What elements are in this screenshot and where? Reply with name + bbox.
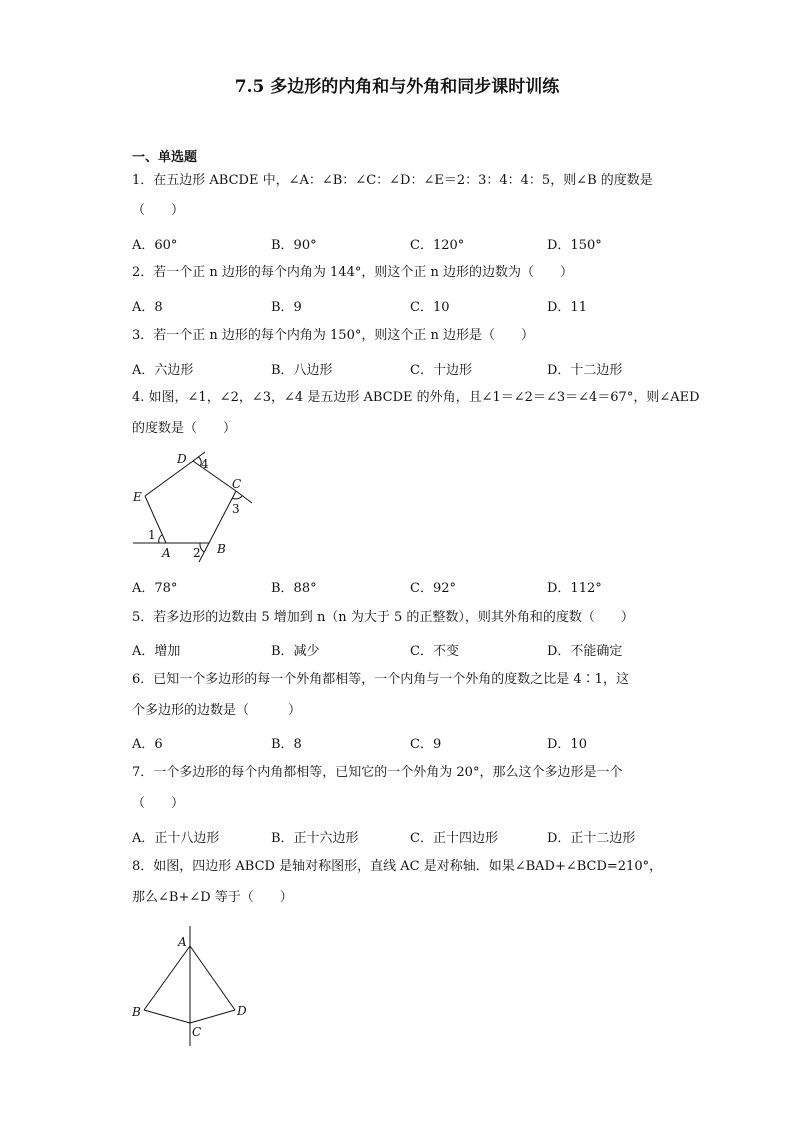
angle-label-3: 3 [232,502,240,516]
question-5-line-1: 5．若多边形的边数由 5 增加到 n（n 为大于 5 的正整数），则其外角和的度数（ ） [132,610,634,625]
question-7-option-c: C．正十四边形 [410,831,498,846]
kite-figure [128,918,260,1054]
question-6-line-2: 个多边形的边数是（ ） [132,703,302,718]
section-heading: 一、单选题 [132,150,198,165]
question-1-option-d: D．150° [547,238,602,253]
vertex-label-d: D [177,452,187,466]
kite-vertex-label-a: A [178,935,187,949]
question-2-option-b: B．9 [271,300,302,315]
question-7-option-a: A．正十八边形 [132,831,220,846]
question-3-option-a: A．六边形 [132,363,194,378]
question-1-option-b: B．90° [271,238,317,253]
pentagon-side-bc [209,491,236,543]
question-6-line-1: 6．已知一个多边形的每一个外角都相等，一个内角与一个外角的度数之比是 4∶1，这 [132,672,629,687]
pentagon-figure [128,446,258,566]
angle-label-1: 1 [148,528,156,542]
question-7-line-2: （ ） [132,796,185,811]
question-2-line-1: 2．若一个正 n 边形的每个内角为 144°，则这个正 n 边形的边数为（ ） [132,265,573,280]
vertex-label-c: C [232,477,242,491]
question-1-option-a: A．60° [132,238,178,253]
kite-vertex-label-c: C [192,1025,202,1039]
kite-vertex-label-b: B [132,1005,141,1019]
question-6-option-a: A．6 [132,737,163,752]
question-8-line-2: 那么∠B+∠D 等于（ ） [132,890,293,905]
question-5-option-d: D．不能确定 [547,644,623,659]
vertex-label-e: E [133,490,142,504]
page-title: 7.5 多边形的内角和与外角和同步课时训练 [234,77,560,97]
question-6-option-b: B．8 [271,737,302,752]
question-2-option-a: A．8 [132,300,163,315]
angle-label-2: 2 [193,546,201,560]
angle-arc-1 [159,535,162,543]
question-6-option-d: D．10 [547,737,587,752]
vertex-label-b: B [217,542,226,556]
question-7-line-1: 7．一个多边形的每个内角都相等，已知它的一个外角为 20°，那么这个多边形是一个 [132,765,623,780]
question-4-line-2: 的度数是（ ） [132,421,237,436]
kite-side-dc [190,1010,235,1023]
kite-side-ab [144,946,190,1010]
question-1-line-2: （ ） [132,203,185,218]
kite-vertex-label-d: D [237,1004,247,1018]
question-2-option-c: C．10 [410,300,450,315]
kite-side-bc [144,1010,190,1023]
question-4-line-1: 4. 如图，∠1，∠2，∠3，∠4 是五边形 ABCDE 的外角，且∠1＝∠2＝∠3＝∠4＝67°，则∠AED [132,390,700,405]
question-6-option-c: C．9 [410,737,442,752]
question-4-option-b: B．88° [271,581,317,596]
kite-side-ad [190,946,235,1010]
question-1-line-1: 1．在五边形 ABCDE 中，∠A：∠B：∠C：∠D：∠E＝2：3：4：4：5，则∠B 的度数是 [132,173,653,188]
question-5-option-b: B．减少 [271,644,320,659]
question-7-option-d: D．正十二边形 [547,831,636,846]
question-3-line-1: 3．若一个正 n 边形的每个内角为 150°，则这个正 n 边形是（ ） [132,328,534,343]
question-4-option-c: C．92° [410,581,456,596]
question-3-option-d: D．十二边形 [547,363,623,378]
question-3-option-c: C．十边形 [410,363,472,378]
question-8-line-1: 8．如图，四边形 ABCD 是轴对称图形，直线 AC 是对称轴．如果∠BAD+∠BCD=210°， [132,859,663,874]
pentagon-side-de [145,461,193,496]
question-3-option-b: B．八边形 [271,363,333,378]
question-1-option-c: C．120° [410,238,465,253]
vertex-label-a: A [162,546,171,560]
question-7-option-b: B．正十六边形 [271,831,359,846]
pentagon-side-cd [193,461,236,491]
question-2-option-d: D．11 [547,300,587,315]
question-5-option-a: A．增加 [132,644,181,659]
question-5-option-c: C．不变 [410,644,459,659]
angle-label-4: 4 [201,457,209,471]
question-4-option-a: A．78° [132,581,178,596]
question-4-option-d: D．112° [547,581,602,596]
